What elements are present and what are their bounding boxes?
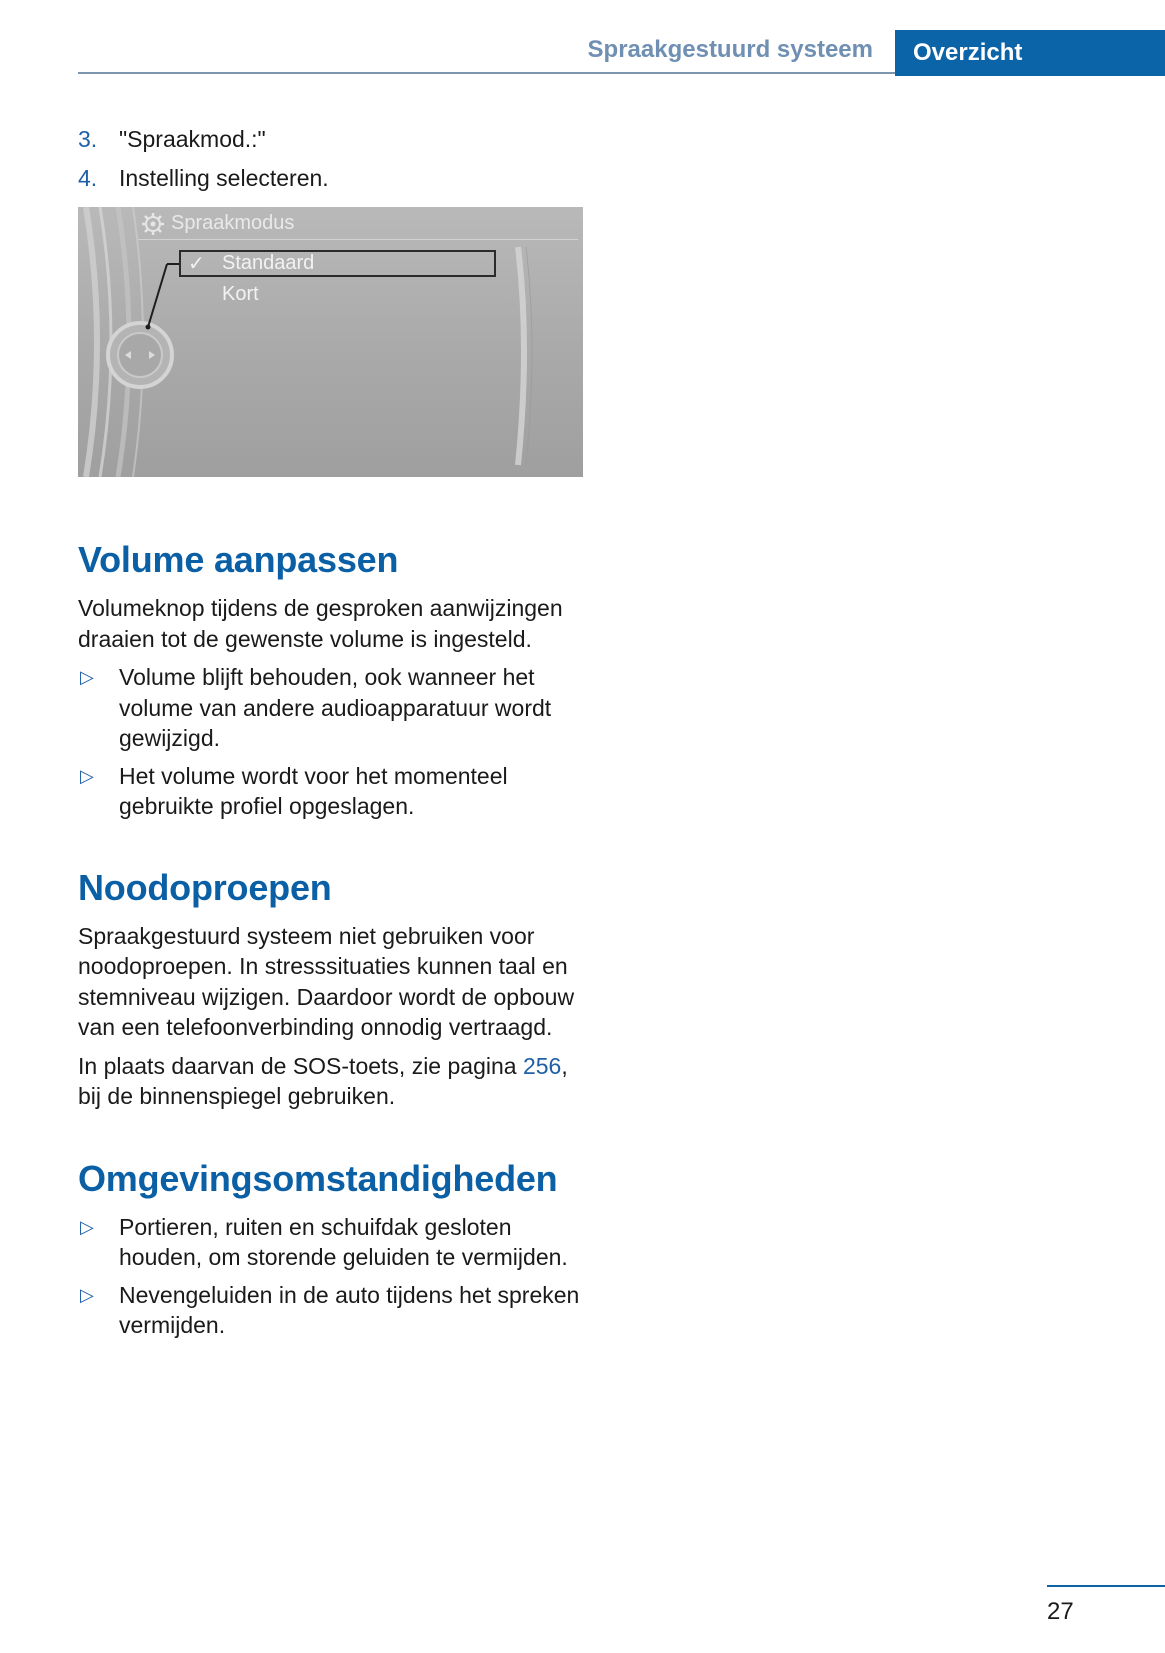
heading-environment: Omgevingsomstandigheden xyxy=(78,1157,558,1199)
heading-emergency: Noodoproepen xyxy=(78,866,332,908)
section-gap xyxy=(78,829,590,867)
list-item xyxy=(78,761,590,822)
page-number: 27 xyxy=(1047,1598,1074,1625)
heading-volume: Volume aanpassen xyxy=(78,539,399,580)
list-item xyxy=(78,1280,590,1341)
screen-title: Spraakmodus xyxy=(171,212,295,234)
list-item xyxy=(78,1212,590,1273)
checkmark-icon: ✓ xyxy=(188,253,205,275)
volume-bullet-list xyxy=(78,662,590,822)
header-tab-overview: Overzicht xyxy=(895,30,1165,76)
list-item-text: Volume blijft behouden, ook wanneer het volume van andere audioapparatuur wordt gewijzigd. xyxy=(119,664,552,751)
gear-icon xyxy=(140,211,166,237)
footer-divider xyxy=(1047,1585,1165,1587)
step-text: Instelling selecteren. xyxy=(119,165,329,191)
page-reference-link[interactable]: 256 xyxy=(522,1052,562,1079)
screen-divider xyxy=(138,239,578,240)
header-divider xyxy=(78,72,895,74)
emergency-paragraph: Spraakgestuurd systeem niet gebruiken voor noodoproepen. In stresssituaties kunnen taal en stemniveau wijzigen. Daardoor wordt de opbouw van een telefoonverbinding onnodig vertraagd. xyxy=(78,922,575,1040)
triangle-bullet-icon: ▷ xyxy=(80,1216,94,1237)
content-column xyxy=(78,124,590,1348)
step-3 xyxy=(78,124,590,154)
section-gap xyxy=(78,1120,590,1158)
paragraph-text: , bij de binnenspiegel gebruiken. xyxy=(78,1052,568,1109)
triangle-bullet-icon: ▷ xyxy=(80,1284,94,1305)
step-4 xyxy=(78,163,590,193)
option-kort[interactable]: Kort xyxy=(222,283,259,305)
emergency-paragraph-2 xyxy=(78,1051,590,1112)
list-item xyxy=(78,662,590,754)
step-text: "Spraakmod.:" xyxy=(119,126,266,152)
header-section-title: Spraakgestuurd systeem xyxy=(587,36,873,63)
step-number: 4. xyxy=(78,165,98,191)
controller-decoration xyxy=(78,207,583,477)
list-item-text: Het volume wordt voor het momenteel gebruikte profiel opgeslagen. xyxy=(119,762,508,819)
triangle-bullet-icon: ▷ xyxy=(80,667,94,687)
option-standaard[interactable]: Standaard xyxy=(222,252,315,274)
display-screenshot xyxy=(78,207,583,477)
step-number: 3. xyxy=(78,126,98,152)
environment-bullet-list xyxy=(78,1212,590,1341)
list-item-text: Portieren, ruiten en schuifdak gesloten houden, om storende geluiden te vermijden. xyxy=(119,1213,568,1270)
list-item-text: Nevengeluiden in de auto tijdens het spreken vermijden. xyxy=(119,1281,580,1338)
volume-paragraph: Volumeknop tijdens de gesproken aanwijzingen draaien tot de gewenste volume is ingesteld. xyxy=(78,595,563,652)
paragraph-text: In plaats daarvan de SOS-toets, zie pagina xyxy=(78,1052,523,1079)
triangle-bullet-icon: ▷ xyxy=(80,765,94,786)
